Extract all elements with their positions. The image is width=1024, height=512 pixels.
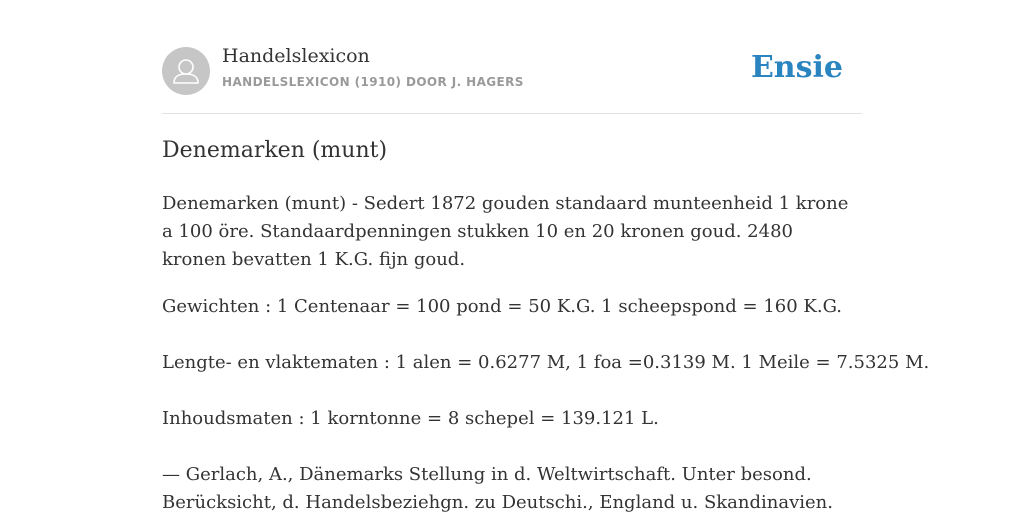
entry-paragraph-weights: Gewichten : 1 Centenaar = 100 pond = 50 K.G. 1 scheepspond = 160 K.G.	[162, 296, 843, 317]
article-container	[162, 0, 930, 512]
entry-paragraph-volumes: Inhoudsmaten : 1 korntonne = 8 schepel = 139.121 L.	[162, 408, 659, 429]
entry-title: Denemarken (munt)	[162, 138, 388, 163]
ensie-logo[interactable]: Ensie	[750, 50, 843, 85]
entry-paragraph-literature: — Gerlach, A., Dänemarks Stellung in d. Weltwirtschaft. Unter besond. Berücksicht, d. Handelsbeziehgn. zu Deutschi., England u. Skandinavien.	[162, 464, 834, 512]
avatar[interactable]	[162, 47, 210, 95]
source-subtitle[interactable]: HANDELSLEXICON (1910) DOOR J. HAGERS	[222, 75, 524, 89]
entry-paragraph-definition: Denemarken (munt) - Sedert 1872 gouden standaard munteenheid 1 krone a 100 öre. Standaardpenningen stukken 10 en 20 kronen goud. 2480 kronen bevatten 1 K.G. fijn goud.	[162, 193, 849, 270]
source-header	[162, 0, 862, 114]
entry-paragraph-lengths: Lengte- en vlaktematen : 1 alen = 0.6277 M, 1 foa =0.3139 M. 1 Meile = 7.5325 M.	[162, 352, 930, 373]
person-icon	[162, 47, 210, 95]
source-title[interactable]: Handelslexicon	[222, 45, 370, 67]
